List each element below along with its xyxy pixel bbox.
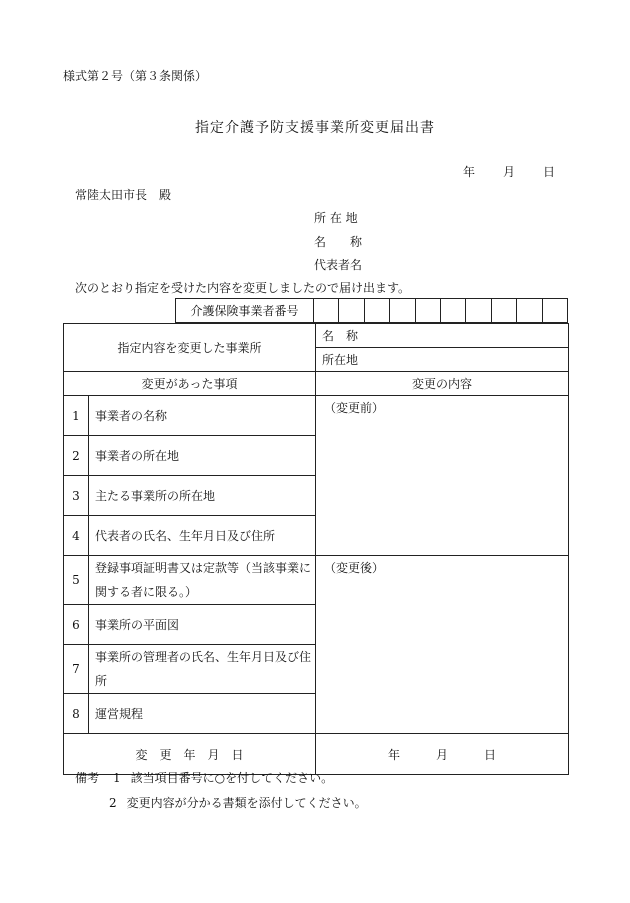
facility-label: 指定内容を変更した事業所 [64,324,316,372]
applicant-address-row[interactable] [314,209,370,226]
insurer-digit-4[interactable] [390,299,415,323]
intro-text: 次のとおり指定を受けた内容を変更しましたので届け出ます。 [75,281,411,295]
note-2 [109,794,367,811]
item-num: 7 [64,645,89,694]
col-header-content: 変更の内容 [316,372,569,396]
item-label[interactable]: 事業者の所在地 [89,436,316,476]
insurer-digit-2[interactable] [339,299,364,323]
after-content-field[interactable] [316,556,569,734]
applicant-address-label: 所 在 地 [314,211,358,225]
item-num: 3 [64,476,89,516]
item-num: 8 [64,694,89,734]
date-day: 日 [543,165,556,179]
item-num: 2 [64,436,89,476]
insurer-digit-10[interactable] [542,299,567,323]
note-2-num: 2 [109,796,117,810]
item-label[interactable]: 事業所の管理者の氏名、生年月日及び住所 [89,645,316,694]
applicant-name-row[interactable] [314,233,370,250]
col-header-items: 変更があった事項 [64,372,316,396]
item-label[interactable]: 事業者の名称 [89,396,316,436]
item-num: 5 [64,556,89,605]
facility-name-field[interactable] [316,324,569,348]
date-month: 月 [503,165,516,179]
item-label[interactable]: 運営規程 [89,694,316,734]
change-table [63,323,569,775]
insurer-digit-3[interactable] [364,299,389,323]
applicant-rep-row[interactable] [314,256,370,273]
applicant-rep-label: 代表者名 [314,258,363,272]
insurer-digit-6[interactable] [440,299,465,323]
item-label[interactable]: 事業所の平面図 [89,605,316,645]
insurer-digit-1[interactable] [314,299,339,323]
insurer-digit-9[interactable] [517,299,542,323]
addressee: 常陸太田市長 殿 [75,188,172,202]
item-num: 1 [64,396,89,436]
insurer-number-table [175,298,568,323]
date-year: 年 [463,165,476,179]
item-label[interactable]: 主たる事業所の所在地 [89,476,316,516]
note-1 [75,769,333,786]
before-label: （変更前） [324,401,385,415]
note-1-text: 該当項目番号に○を付してください。 [130,771,334,785]
form-id: 様式第２号（第３条関係） [63,69,208,83]
notes-prefix: 備考 [75,771,100,785]
item-num: 4 [64,516,89,556]
page-title: 指定介護予防支援事業所変更届出書 [195,120,435,136]
insurer-digit-7[interactable] [466,299,491,323]
insurer-digit-5[interactable] [415,299,440,323]
item-num: 6 [64,605,89,645]
after-label: （変更後） [324,561,385,575]
item-label[interactable]: 登録事項証明書又は定款等（当該事業に関する者に限る。） [89,556,316,605]
facility-address-field[interactable] [316,348,569,372]
facility-name-label: 名 称 [322,329,359,343]
insurer-digit-8[interactable] [491,299,516,323]
insurer-number-label: 介護保険事業者番号 [176,299,314,323]
change-date-label: 変 更 年 月 日 [64,734,316,775]
item-label[interactable]: 代表者の氏名、生年月日及び住所 [89,516,316,556]
change-date-field[interactable]: 年 月 日 [316,734,569,775]
facility-address-label: 所在地 [322,353,359,367]
note-1-num: 1 [113,771,121,785]
note-2-text: 変更内容が分かる書類を添付してください。 [126,796,367,810]
applicant-name-label: 名 称 [314,235,363,249]
before-content-field[interactable] [316,396,569,556]
submission-date[interactable] [463,163,555,180]
